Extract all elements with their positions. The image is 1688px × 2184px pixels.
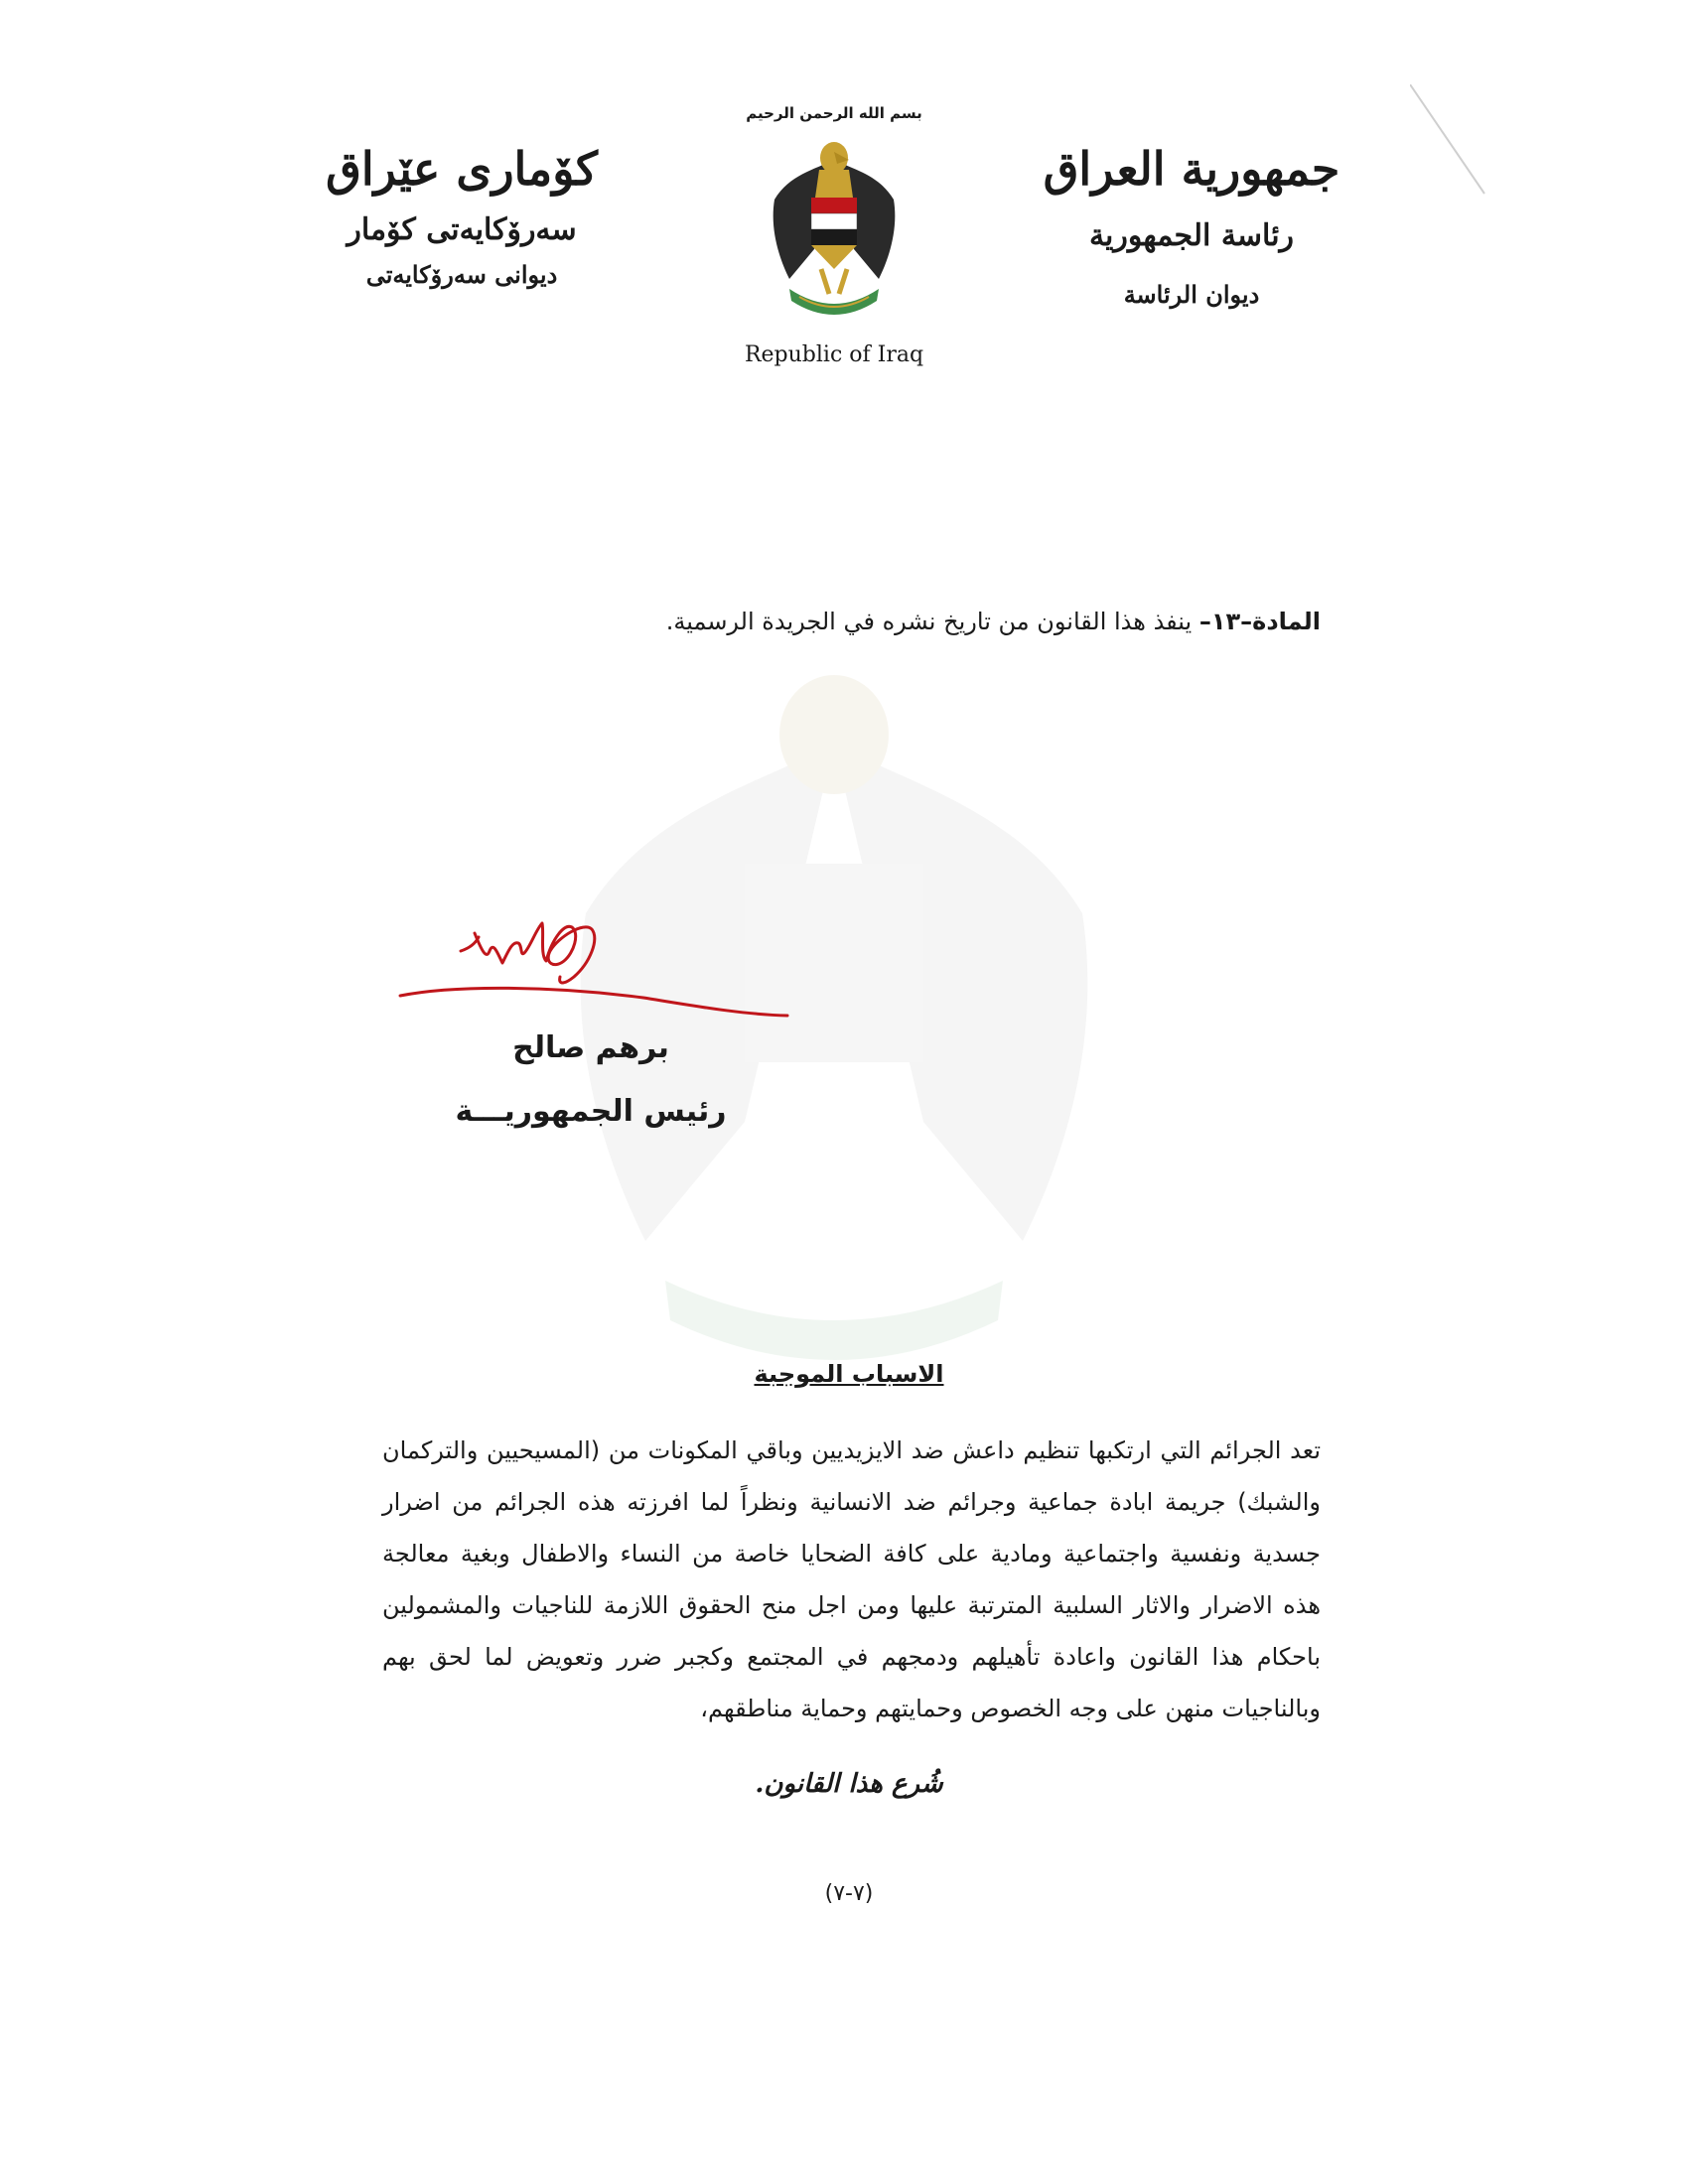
basmala: بسم الله الرحمن الرحيم [746,104,922,122]
signatory-title: رئيس الجمهوريـــة [455,1094,727,1129]
reasons-body: تعد الجرائم التي ارتكبها تنظيم داعش ضد الايزيديين وباقي المكونات من (المسيحيين والتركمان والشبك) جريمة ابادة جماعية وجرائم ضد الانسانية ونظراً لما افرزته هذه الجرائم من اضرار جسدية ونفسية واجتماعية ومادية على كافة الضحايا خاصة من النساء والاطفال وبغية معالجة هذه الاضرار والاثار السلبية المترتبة عليها ومن اجل منح الحقوق اللازمة للناجيات والمشمولين باحكام هذا القانون واعادة تأهيلهم ودمجهم في المجتمع وكجبر ضرر وتعويض لما لحق بهم وبالناجيات منهن على وجه الخصوص وحمايتهم وحماية مناطقهم، [382,1436,1321,1722]
page-fold-mark [1410,84,1489,207]
article-label: المادة–١٣– [1198,608,1321,635]
republic-name: Republic of Iraq [744,342,924,367]
header-kurdish-office: دیوانی سەرۆکایەتی [365,260,558,289]
signatory-name: برهم صالح [512,1030,669,1065]
page-number: (٧-٧) [824,1881,874,1906]
emblem-block [735,104,933,367]
header-arabic [1028,139,1355,314]
iraq-eagle-emblem-icon [760,130,909,329]
reasons-heading: الاسباب الموجبة [754,1360,944,1388]
header-kurdish-title: کۆماری عێراق [326,142,598,196]
article-text: ينفذ هذا القانون من تاريخ نشره في الجريدة الرسمية. [665,608,1193,635]
header-arabic-subtitle: رئاسة الجمهورية [1088,218,1295,253]
header-kurdish-subtitle: سەرۆکایەتی کۆمار [347,212,577,247]
header-arabic-office: ديوان الرئاسة [1123,280,1260,309]
closing-line: شُرع هذا القانون. [755,1769,943,1799]
header-arabic-title: جمهورية العراق [1043,142,1340,196]
handwritten-signature [395,893,812,1046]
article-13 [666,608,1321,635]
header-kurdish [318,139,606,294]
